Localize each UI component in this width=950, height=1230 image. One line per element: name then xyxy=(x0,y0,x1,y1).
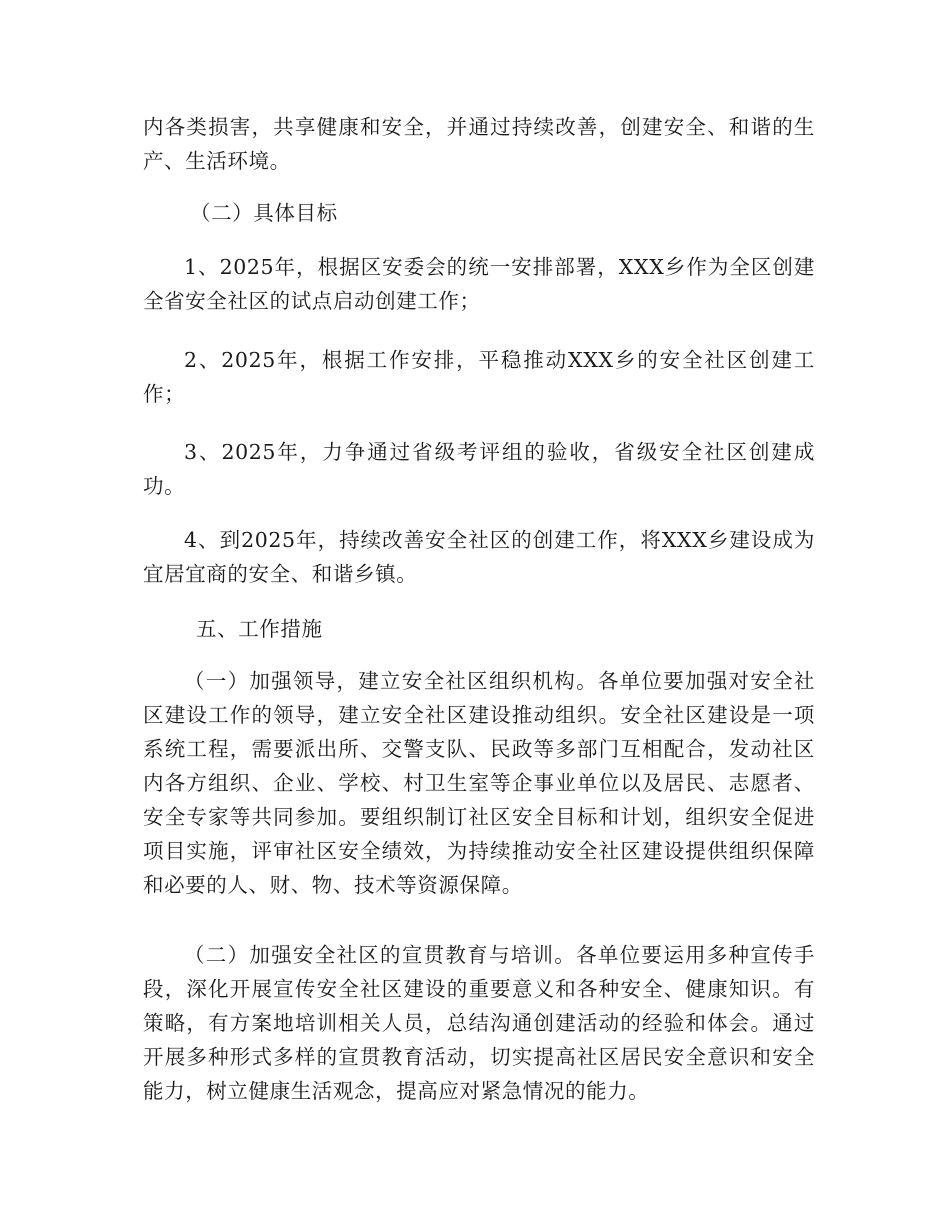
section-heading-measures: 五、工作措施 xyxy=(196,617,323,641)
goal-item-4: 4、到2025年，持续改善安全社区的创建工作，将XXX乡建设成为宜居宜商的安全、和谐乡镇。 xyxy=(143,528,815,586)
goal-item-3: 3、2025年，力争通过省级考评组的验收，省级安全社区创建成功。 xyxy=(143,440,815,498)
measure-paragraph-1: （一）加强领导，建立安全社区组织机构。各单位要加强对安全社区建设工作的领导，建立安全社区建设推动组织。安全社区建设是一项系统工程，需要派出所、交警支队、民政等多部门互相配合，发动社区内各方组织、企业、学校、村卫生室等企事业单位以及居民、志愿者、安全专家等共同参加。要组织制订社区安全目标和计划，组织安全促进项目实施，评审社区安全绩效，为持续推动安全社区建设提供组织保障和必要的人、财、物、技术等资源保障。 xyxy=(143,669,815,897)
goal-item-2: 2、2025年，根据工作安排，平稳推动XXX乡的安全社区创建工作； xyxy=(143,348,815,406)
subheading-specific-goals: （二）具体目标 xyxy=(190,201,338,225)
paragraph-continuation: 内各类损害，共享健康和安全，并通过持续改善，创建安全、和谐的生产、生活环境。 xyxy=(143,115,815,173)
goal-item-1: 1、2025年，根据区安委会的统一安排部署，XXX乡作为全区创建全省安全社区的试点启动创建工作； xyxy=(143,255,815,313)
measure-paragraph-2: （二）加强安全社区的宣贯教育与培训。各单位要运用多种宣传手段，深化开展宣传安全社区建设的重要意义和各种安全、健康知识。有策略，有方案地培训相关人员，总结沟通创建活动的经验和体会。通过开展多种形式多样的宣贯教育活动，切实提高社区居民安全意识和安全能力，树立健康生活观念，提高应对紧急情况的能力。 xyxy=(143,943,815,1103)
